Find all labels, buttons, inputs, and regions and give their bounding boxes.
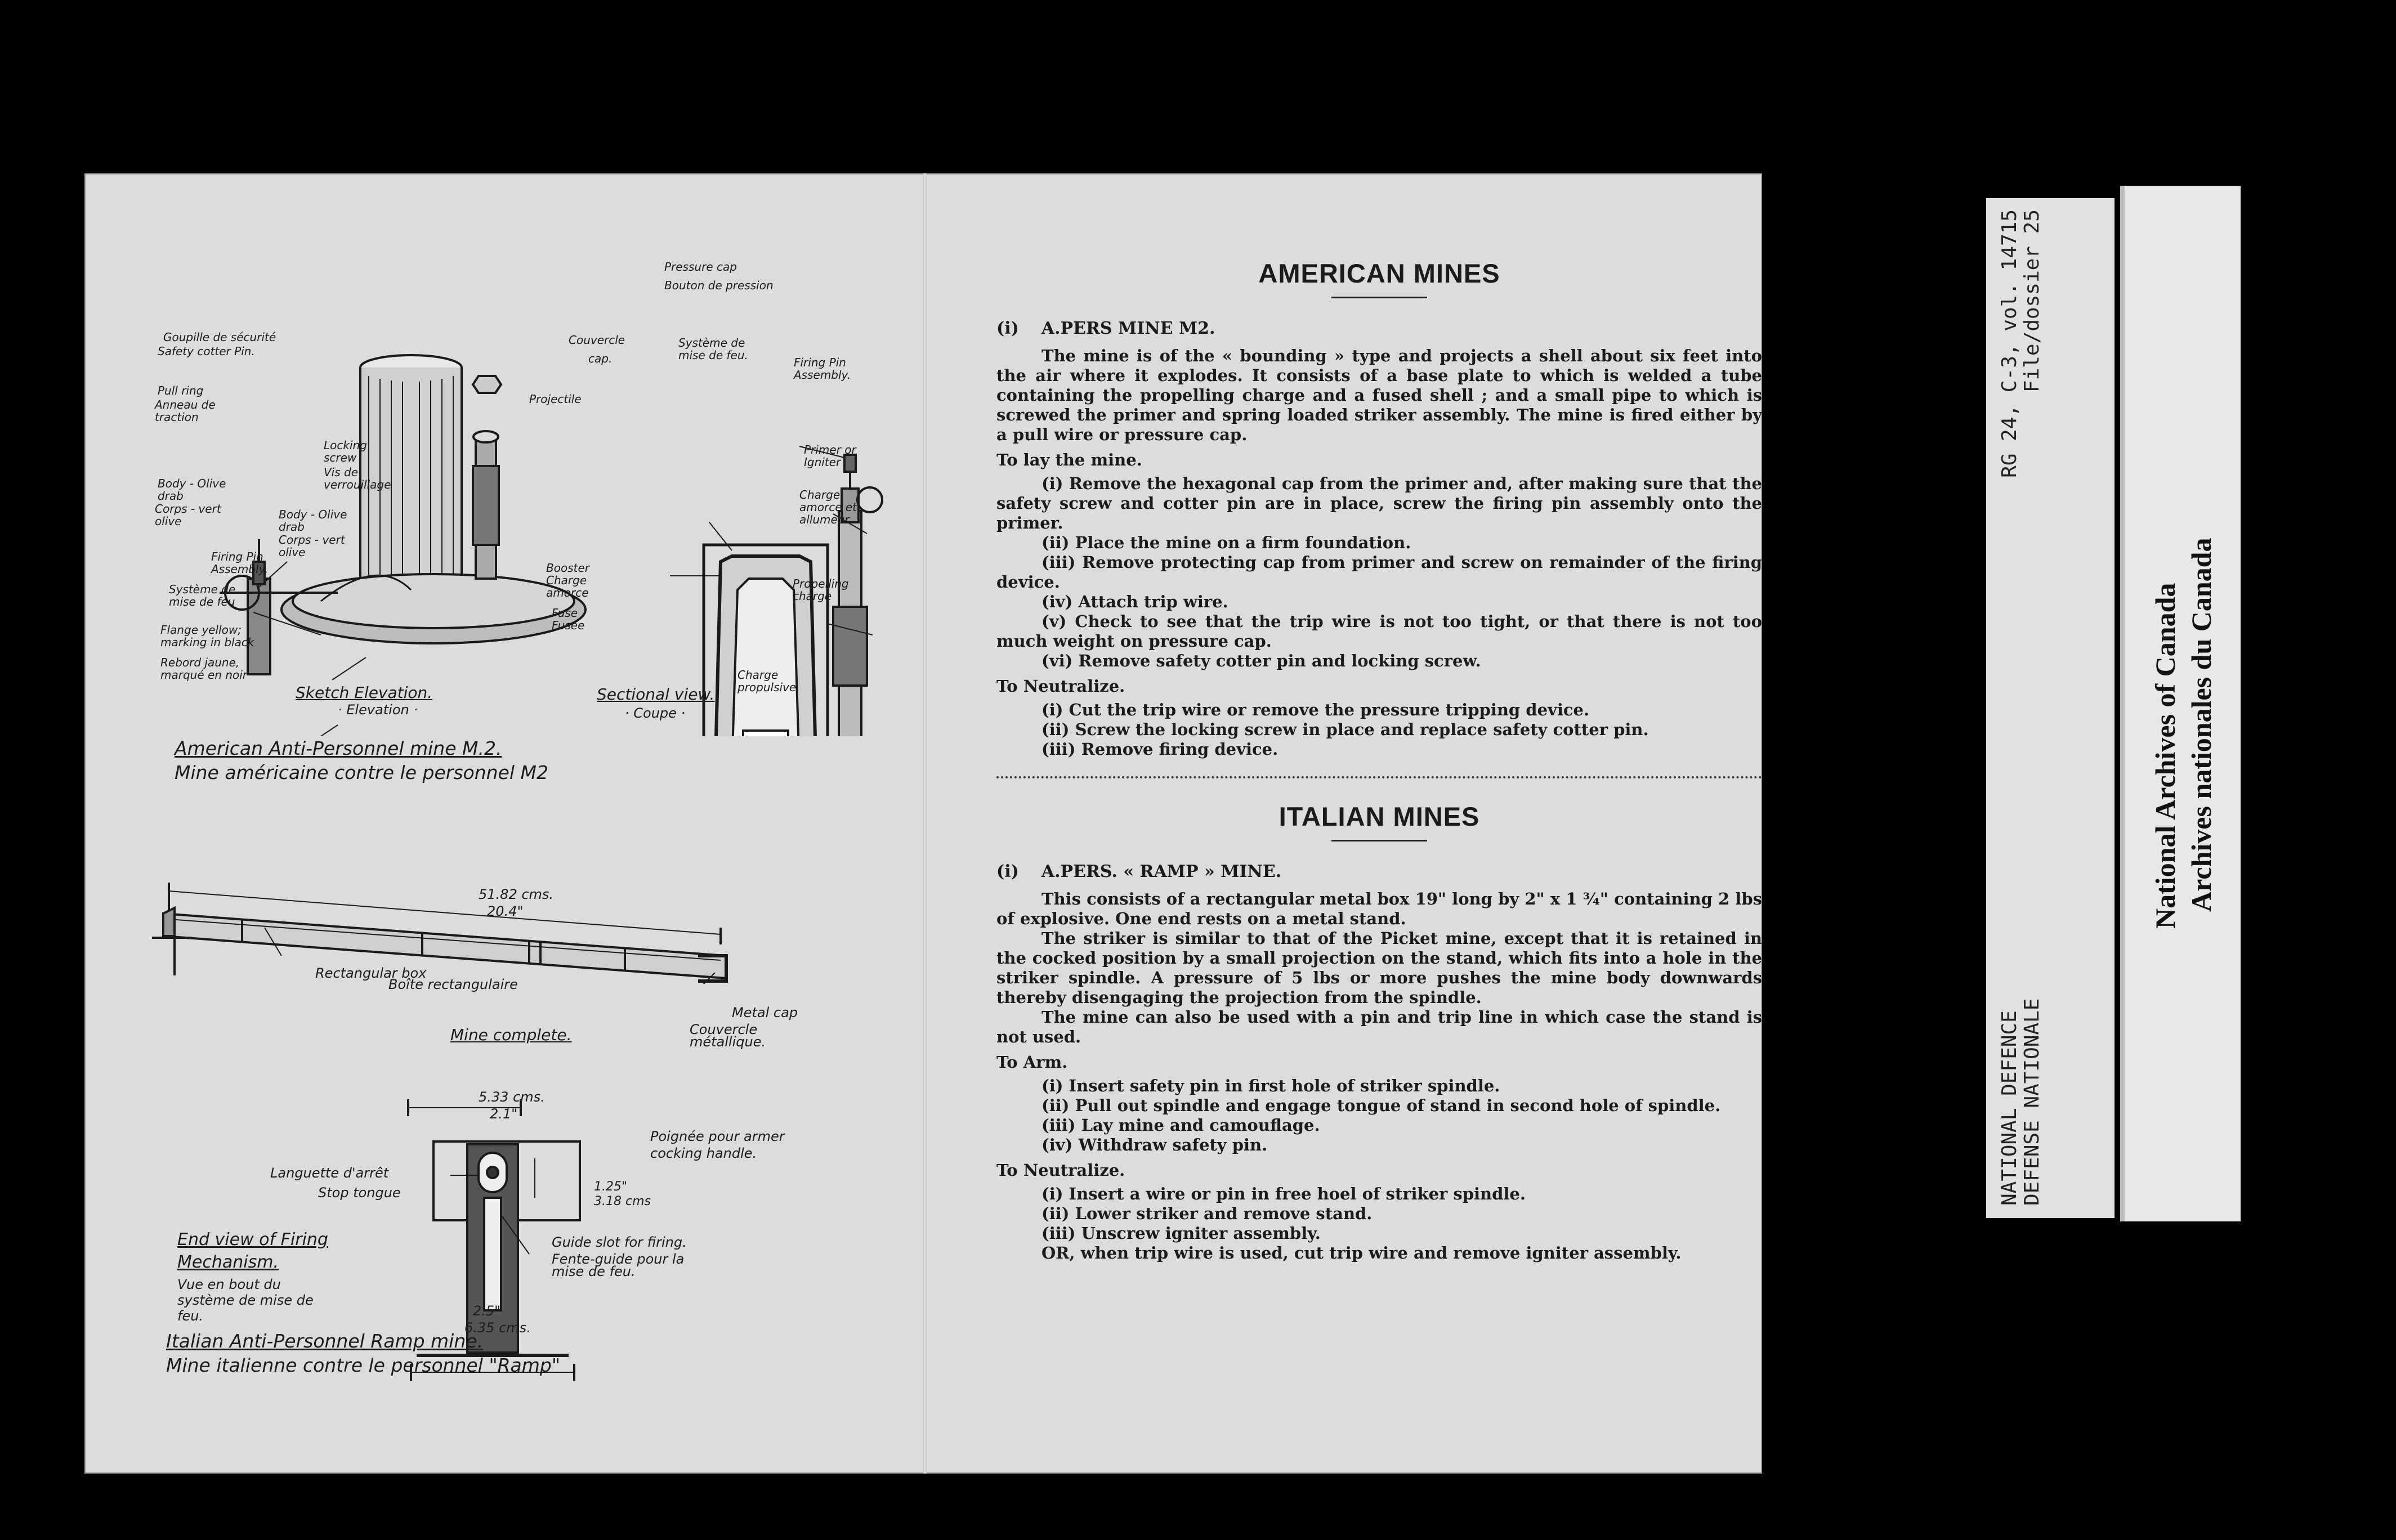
label-stop-tongue: Stop tongue: [318, 1185, 401, 1201]
label-boite-rect: Boîte rectangulaire: [388, 977, 518, 992]
section-ramp-heading: (i) A.PERS. « RAMP » MINE.: [996, 862, 1282, 881]
lay-step: (ii) Place the mine on a firm foundation.: [1041, 533, 1411, 552]
label-ramp-length-in: 20.4": [487, 903, 524, 919]
label-locking-screw: Locking screw: [324, 438, 367, 464]
label-charge-amorce: Charge amorce et allumeur: [799, 488, 857, 526]
lay-step: (vi) Remove safety cotter pin and locking screw.: [1041, 651, 1481, 670]
label-corps-vert: Corps - vert olive: [155, 502, 221, 528]
lay-heading: To lay the mine.: [996, 450, 1142, 469]
label-vis-verrouillage: Vis de verrouillage: [324, 465, 391, 491]
label-flange: Flange yellow; marking in black: [160, 623, 254, 649]
label-corps-vert-2: Corps - vert olive: [279, 533, 345, 559]
label-languette: Languette d'arrêt: [270, 1165, 389, 1181]
neutralize-step: (ii) Screw the locking screw in place and replace safety cotter pin.: [1041, 720, 1649, 739]
label-firing-pin-assembly: Firing Pin Assembly.: [794, 356, 851, 382]
archive-reference-strip: [1986, 198, 2115, 1218]
arm-step: (i) Insert safety pin in first hole of striker spindle.: [1041, 1076, 1500, 1095]
arm-step: (iv) Withdraw safety pin.: [1041, 1135, 1268, 1154]
label-systeme-de-mise: Système de mise de feu: [169, 583, 236, 608]
ramp-para-2: The striker is similar to that of the Picket mine, except that it is retained in the cocked position by a small projection on the stand, which fits into a hole in the striker spindle. A pressure of 5 lbs or more pushes the mine body downwards thereby disengaging the projection from the spindle.: [996, 929, 1762, 1007]
label-fuse: Fuse Fusée: [552, 606, 585, 632]
label-end-view: End view of Firing Mechanism.: [177, 1230, 328, 1272]
neutralize-step: (ii) Lower striker and remove stand.: [1041, 1204, 1373, 1223]
neutralize-step: (iii) Unscrew igniter assembly.: [1041, 1224, 1321, 1243]
lay-step: (iv) Attach trip wire.: [1041, 592, 1228, 611]
ramp-para-1: This consists of a rectangular metal box 19" long by 2" x 1 ¾" containing 2 lbs of explosive. One end rests on a metal stand.: [996, 889, 1762, 928]
ramp-closing: OR, when trip wire is used, cut trip wire and remove igniter assembly.: [1041, 1243, 1682, 1263]
neutralize-step: (iii) Remove firing device.: [1041, 740, 1279, 759]
label-height-in: 1.25": [594, 1180, 628, 1194]
label-fente: Fente-guide pour la mise de feu.: [552, 1251, 685, 1279]
section-divider: [996, 776, 1762, 778]
caption-m2-en: American Anti-Personnel mine M.2.: [175, 737, 502, 759]
label-cap: cap.: [588, 352, 613, 365]
label-sketch-elevation: Sketch Elevation.: [296, 683, 433, 702]
lay-step: (iii) Remove protecting cap from primer and screw on remainder of the firing device.: [996, 553, 1762, 592]
label-bouton-pression: Bouton de pression: [664, 279, 774, 292]
section-m2-heading: (i) A.PERS MINE M2.: [996, 319, 1215, 338]
label-mine-complete: Mine complete.: [450, 1026, 572, 1044]
label-body-olive-2: Body - Olive drab: [279, 508, 347, 534]
label-ramp-length-cm: 51.82 cms.: [479, 887, 554, 902]
label-safety-cotter: Safety cotter Pin.: [158, 344, 255, 358]
label-charge-propulsive: Charge propulsive: [737, 668, 797, 694]
neutralize-heading: To Neutralize.: [996, 677, 1125, 696]
title-american-mines: AMERICAN MINES: [1258, 258, 1500, 288]
label-guide-slot: Guide slot for firing.: [552, 1234, 687, 1250]
ramp-para-3: The mine can also be used with a pin and trip line in which case the stand is not used.: [996, 1008, 1762, 1046]
label-systeme-mise-feu: Système de mise de feu.: [678, 336, 748, 362]
document-sheet: [84, 173, 1762, 1474]
label-rebord: Rebord jaune, marqué en noir: [160, 656, 248, 682]
label-coupe: · Coupe ·: [625, 705, 686, 721]
label-metal-cap: Metal cap: [732, 1005, 798, 1020]
label-pull-ring: Pull ring: [158, 384, 204, 397]
label-width-cm: 5.33 cms.: [479, 1089, 545, 1105]
label-base-in: 2.5": [473, 1303, 501, 1319]
title-rule: [1331, 840, 1427, 841]
m2-intro: The mine is of the « bounding » type and projects a shell about six feet into the air where it explodes. It consists of a base plate to which is welded a tube containing the propelling charge and a fused shell ; and a small pipe to which is screwed the primer and spring loaded striker assembly. The mine is fired either by a pull wire or pressure cap.: [996, 346, 1762, 444]
lay-step: (i) Remove the hexagonal cap from the primer and, after making sure that the safety screw and cotter pin are in place, screw the firing pin assembly onto the primer.: [996, 474, 1762, 532]
label-rect-box: Rectangular box: [315, 965, 427, 981]
caption-ramp-fr: Mine italienne contre le personnel "Ramp": [166, 1354, 561, 1376]
label-height-cm: 3.18 cms: [594, 1194, 651, 1208]
label-booster: Booster Charge amorce: [546, 561, 589, 599]
label-propelling: Propelling charge: [793, 577, 849, 603]
label-body-olive: Body - Olive drab: [158, 477, 226, 503]
label-projectile: Projectile: [529, 392, 582, 406]
title-italian-mines: ITALIAN MINES: [1279, 802, 1480, 831]
label-cocking-handle: cocking handle.: [650, 1145, 757, 1161]
page-fold: [923, 173, 927, 1474]
arm-step: (ii) Pull out spindle and engage tongue of stand in second hole of spindle.: [1041, 1096, 1721, 1115]
lay-step: (v) Check to see that the trip wire is not too tight, or that there is not too much weight on pressure cap.: [996, 612, 1762, 651]
ramp-mine-side-drawing: [141, 871, 760, 984]
label-poignee: Poignée pour armer: [650, 1129, 785, 1144]
right-page: [996, 258, 1762, 1440]
label-base-cm: 6.35 cms.: [464, 1320, 531, 1336]
arm-heading: To Arm.: [996, 1053, 1068, 1072]
archive-label-text: National Archives of Canada Archives nationales du Canada: [2149, 538, 2217, 929]
m2-mine-drawings: [84, 173, 923, 736]
caption-m2-fr: Mine américaine contre le personnel M2: [175, 762, 548, 784]
label-pressure-cap: Pressure cap: [664, 260, 737, 274]
archive-label: [2120, 186, 2241, 1221]
label-sectional-view: Sectional view.: [597, 685, 715, 704]
caption-ramp-en: Italian Anti-Personnel Ramp mine.: [166, 1330, 484, 1352]
neutralize-heading-2: To Neutralize.: [996, 1161, 1125, 1180]
neutralize-step: (i) Insert a wire or pin in free hoel of striker spindle.: [1041, 1184, 1526, 1203]
label-primer: Primer or Igniter: [804, 443, 856, 469]
label-couvercle-metal: Couvercle métallique.: [690, 1022, 766, 1050]
label-anneau: Anneau de traction: [155, 398, 216, 424]
label-firing-pin-assembly-2: Firing Pin Assembly.: [211, 550, 269, 576]
title-rule: [1331, 297, 1427, 298]
neutralize-step: (i) Cut the trip wire or remove the pressure tripping device.: [1041, 700, 1590, 719]
label-elevation: · Elevation ·: [338, 702, 418, 718]
label-couvercle: Couvercle: [569, 333, 625, 347]
label-vue-bout: Vue en bout du système de mise de feu.: [177, 1277, 314, 1324]
left-page: [84, 173, 923, 1474]
arm-step: (iii) Lay mine and camouflage.: [1041, 1116, 1320, 1135]
firing-mechanism-end-view: [400, 1091, 692, 1474]
label-goupille: Goupille de sécurité: [163, 330, 276, 344]
archive-reference-text: NATIONAL DEFENCE RG 24, C-3, vol. 14715 DEFENSE NATIONALE File/dossier 25: [1998, 209, 2044, 1206]
label-width-in: 2.1": [490, 1106, 518, 1122]
